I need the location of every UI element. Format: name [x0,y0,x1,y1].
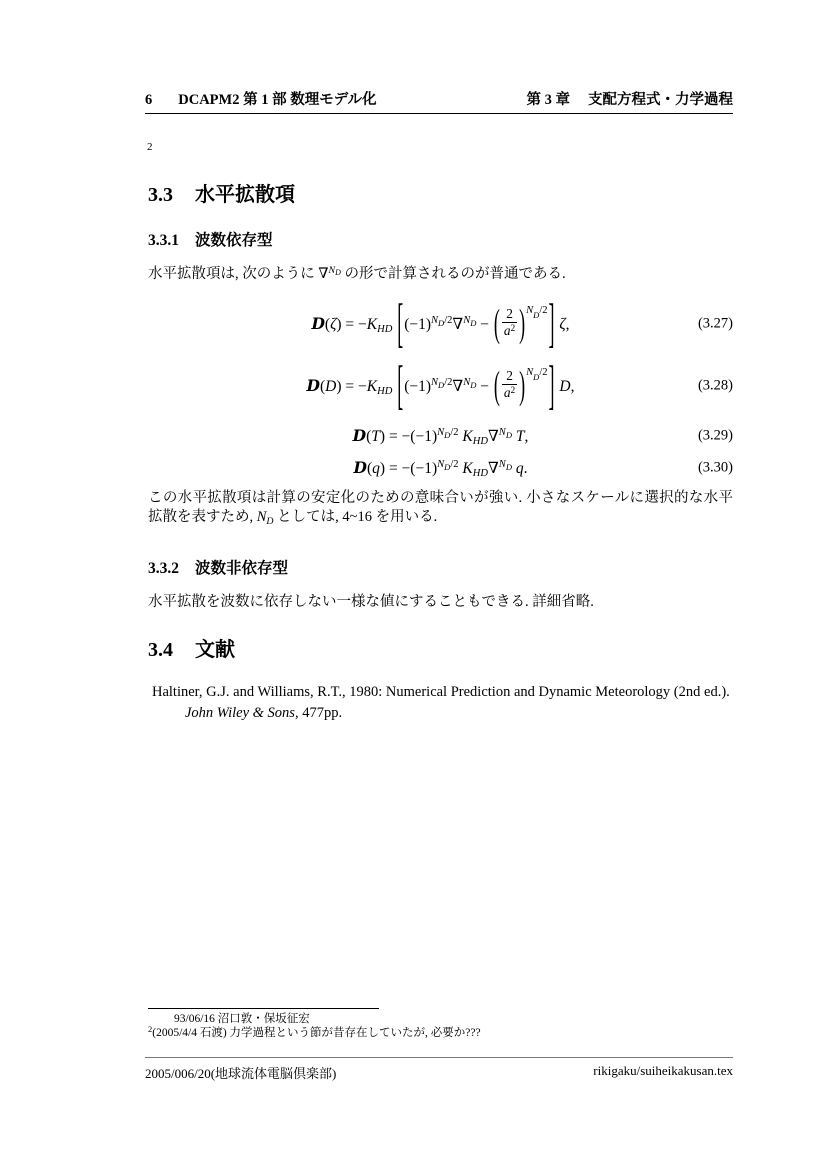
header-part-title: DCAPM2 第 1 部 数理モデル化 [178,92,377,108]
equation-3-27 [148,292,733,353]
equation-3-30 [148,456,733,480]
page-header [145,92,733,114]
header-chapter-number: 第 3 章 [526,92,570,108]
inline-math-nd: $N_D$ [256,509,274,527]
subsection-title: 波数依存型 [195,232,273,249]
section-number: 3.4 [148,639,173,661]
para2-pre: この水平拡散項は計算の安定化のための意味合いが強い. 小さなスケールに選択的な水平拡散を表すため, [148,489,733,525]
subsection-number: 3.3.1 [148,232,179,249]
main-content [148,183,733,739]
subsection-heading-3-3-1 [148,231,733,250]
footer-rule [145,1057,733,1058]
footnote-2-mark: 2 [148,1024,153,1035]
para1-post: の形で計算されるのが普通である. [340,266,566,282]
footnote-rule [148,1008,379,1009]
section-heading-3-4 [148,638,733,662]
reference-pages: , 477pp. [294,705,343,721]
footnote-history: 93/06/16 沼口敦・保坂征宏 [174,1013,310,1025]
equation-body: $D(D) = -K_{HD}$ [$(-1)^ND^{/2}\nabla^ND$ − ( $\frac{2}{a^2}$ )$^{ND/2}$] D, [306,354,575,415]
footer-right: rikigaku/suiheikakusan.tex [593,1063,733,1078]
subsection-title: 波数非依存型 [195,559,289,577]
inline-math-nabla-nd: ∇$^N$D [318,265,341,282]
equation-number: (3.29) [697,427,733,443]
footer-left: 2005/006/20(地球流体電脳倶楽部) [145,1066,337,1081]
equation-number: (3.30) [697,459,733,475]
paragraph-uniform-diffusion: 水平拡散を波数に依存しない一様な値にすることもできる. 詳細省略. [148,593,594,610]
stray-footnote-mark: 2 [147,141,153,153]
equation-body: $D(q) = -(-1)^ND^{/2}$ $K_{HD}\nabla^ND$ q. [353,457,528,479]
bibliography-entry [148,682,733,724]
equation-3-28 [148,354,733,415]
header-chapter-title: 支配方程式・力学過程 [588,92,733,108]
page-footer [145,1063,733,1082]
subsection-heading-3-3-2 [148,559,733,578]
equation-body: $D(T) = -(-1)^ND^{/2}$ $K_{HD}\nabla^ND$ T, [352,425,529,447]
header-right [527,92,734,108]
para2-post: としては, 4~16 を用いる. [273,509,438,525]
section-title: 水平拡散項 [195,184,295,206]
equation-number: (3.27) [697,315,733,331]
equation-3-29 [148,424,733,448]
section-heading-3-3 [148,183,733,207]
section-title: 文献 [195,639,235,661]
para1-pre: 水平拡散項は, 次のように [148,266,319,282]
reference-publisher: John Wiley & Sons [185,705,295,721]
footnote-2-text: (2005/4/4 石渡) 力学過程という節が昔存在していたが, 必要か??? [152,1027,481,1039]
section-number: 3.3 [148,184,173,206]
page-number: 6 [145,92,153,108]
header-left [145,92,376,108]
subsection-number: 3.3.2 [148,559,179,577]
equation-body: $D(\zeta) = -K_{HD}$ [$(-1)^ND^{/2}\nabla^ND$ − ( $\frac{2}{a^2}$ )$^{ND/2}$] ζ, [311,292,570,353]
paragraph-stabilization [148,489,733,529]
reference-text: Haltiner, G.J. and Williams, R.T., 1980: Numerical Prediction and Dynamic Meteorology (2nd ed.). [152,684,730,700]
footnote-2 [148,1026,708,1040]
paragraph-diffusion-intro [148,265,733,286]
equation-number: (3.28) [697,377,733,393]
